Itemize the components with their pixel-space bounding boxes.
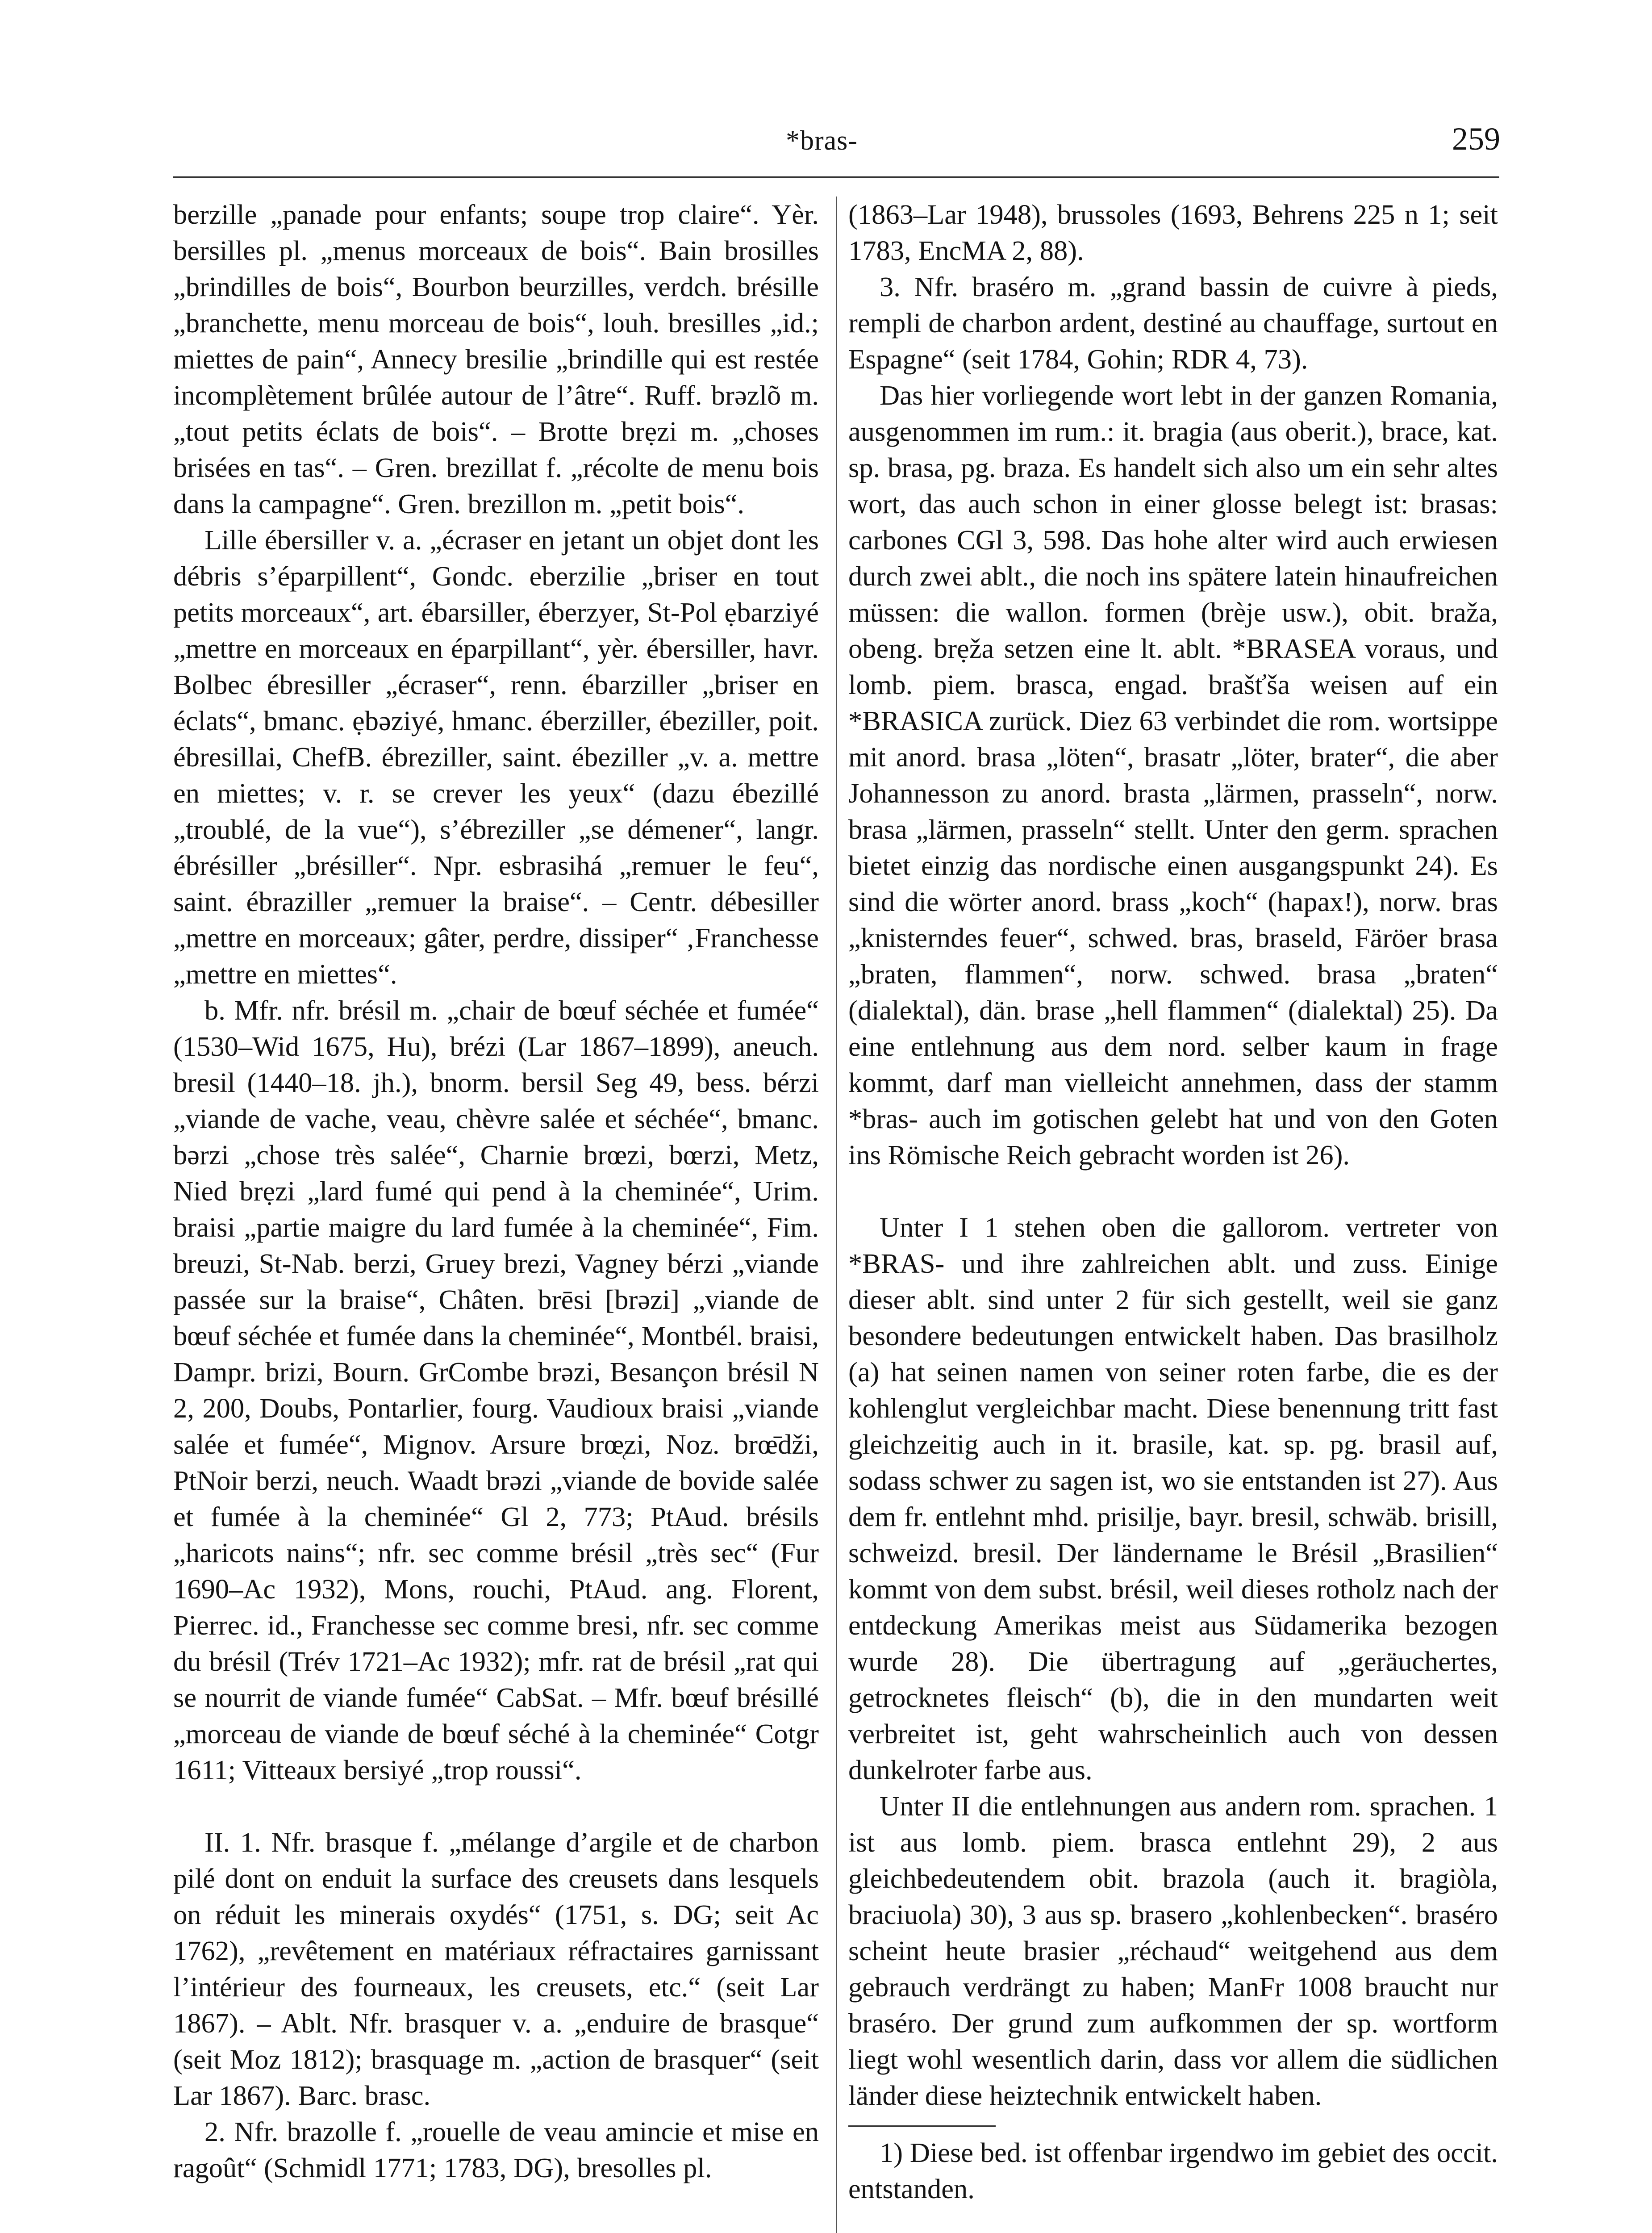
paragraph: berzille „panade pour enfants; soupe trop claire“. Yèr. bersilles pl. „menus morceaux de bois“. Bain brosilles „brindilles de bois“, Bourbon beurzilles, verdch. brésille „branchette, menu morceau de bois“, louh. bresilles „id.; miettes de pain“, Annecy bresilie „brindille qui est restée incomplètement brûlée autour de l’âtre“. Ruff. brəzlõ m. „tout petits éclats de bois“. – Brotte brẹzi m. „choses brisées en tas“. – Gren. brezillat f. „récolte de menu bois dans la campagne“. Gren. brezillon m. „petit bois“.	[173, 199, 819, 519]
paragraph: 3. Nfr. braséro m. „grand bassin de cuivre à pieds, rempli de charbon ardent, destiné au chauffage, surtout en Espagne“ (seit 1784, Gohin; RDR 4, 73).	[848, 271, 1498, 375]
footnote-rule	[848, 2125, 996, 2127]
paragraph: (1863–Lar 1948), brussoles (1693, Behrens 225 n 1; seit 1783, EncMA 2, 88).	[848, 199, 1498, 266]
left-column	[173, 197, 819, 2186]
paragraph: Lille ébersiller v. a. „écraser en jetant un objet dont les débris s’éparpillent“, Gondc. eberzilie „briser en tout petits morceaux“, art. ébarsiller, éberzyer, St-Pol ẹbarziyé „mettre en morceaux en éparpillant“, yèr. ébersiller, havr. Bolbec ébresiller „écraser“, renn. ébarziller „briser en éclats“, bmanc. ẹbəziyé, hmanc. éberziller, ébeziller, poit. ébresillai, ChefB. ébreziller, saint. ébeziller „v. a. mettre en miettes; v. r. se crever les yeux“ (dazu ébezillé „troublé, de la vue“), s’ébreziller „se démener“, langr. ébrésiller „brésiller“. Npr. esbrasihá „remuer le feu“, saint. ébraziller „remuer la braise“. – Centr. débesiller „mettre en morceaux; gâter, perdre, dissiper“ ‚Franchesse „mettre en miettes“.	[173, 524, 819, 990]
paragraph: Unter II die entlehnungen aus andern rom. sprachen. 1 ist aus lomb. piem. brasca entlehnt 29), 2 aus gleichbedeutendem obit. brazola (auch it. bragiòla, braciuola) 30), 3 aus sp. brasero „kohlenbecken“. braséro scheint heute brasier „réchaud“ weitgehend aus dem gebrauch verdrängt zu haben; ManFr 1008 braucht nur braséro. Der grund zum aufkommen der sp. wortform liegt wohl wesentlich darin, dass vor allem die südlichen länder diese heiztechnik entwickelt haben.	[848, 1790, 1498, 2111]
running-header: *bras-	[786, 125, 858, 156]
paragraph: Unter I 1 stehen oben die gallorom. vertreter von *BRAS- und ihre zahlreichen ablt. und zuss. Einige dieser ablt. sind unter 2 für sich gestellt, weil sie ganz besondere bedeutungen entwickelt haben. Das brasilholz (a) hat seinen namen von seiner roten farbe, die es der kohlenglut vergleichbar macht. Diese benennung tritt fast gleichzeitig auch in it. brasile, kat. sp. pg. brasil auf, sodass schwer zu sagen ist, wo sie entstanden ist 27). Aus dem fr. entlehnt mhd. prisilje, bayr. bresil, schwäb. brisill, schweizd. bresil. Der ländername le Brésil „Brasilien“ kommt von dem subst. brésil, weil dieses rotholz nach der entdeckung Amerikas meist aus Südamerika bezogen wurde 28). Die übertragung auf „geräuchertes, getrocknetes fleisch“ (b), die in den mundarten weit verbreitet ist, geht wahrscheinlich auch von dessen dunkelroter farbe aus.	[848, 1212, 1498, 1786]
paragraph: Das hier vorliegende wort lebt in der ganzen Romania, ausgenommen im rum.: it. bragia (aus oberit.), brace, kat. sp. brasa, pg. braza. Es handelt sich also um ein sehr altes wort, das auch schon in einer glosse belegt ist: brasas: carbones CGl 3, 598. Das hohe alter wird auch erwiesen durch zwei ablt., die noch ins spätere latein hinaufreichen müssen: die wallon. formen (brèje usw.), obit. braža, obeng. brẹža setzen eine lt. ablt. *BRASEA voraus, und lomb. piem. brasca, engad. brašťša weisen auf ein *BRASICA zurück. Diez 63 verbindet die rom. wortsippe mit anord. brasa „löten“, brasatr „löter, brater“, die aber Johannesson zu anord. brasta „lärmen, prasseln“, norw. brasa „lärmen, prasseln“ stellt. Unter den germ. sprachen bietet einzig das nordische einen ausgangspunkt 24). Es sind die wörter anord. brass „koch“ (hapax!), norw. bras „knisterndes feuer“, schwed. bras, braseld, Färöer brasa „braten, flammen“, norw. schwed. brasa „braten“ (dialektal), dän. brase „hell flammen“ (dialektal) 25). Da eine entlehnung aus dem nord. selber kaum in frage kommt, darf man vielleicht annehmen, dass der stamm *bras- auch im gotischen gelebt hat und von den Goten ins Römische Reich gebracht worden ist 26).	[848, 380, 1498, 1171]
footnote: 1) Diese bed. ist offenbar irgendwo im gebiet des occit. entstanden.	[848, 2137, 1498, 2204]
paragraph: 2. Nfr. brazolle f. „rouelle de veau amincie et mise en ragoût“ (Schmidl 1771; 1783, DG), bresolles pl.	[173, 2116, 819, 2183]
right-column	[848, 197, 1498, 2207]
paragraph: II. 1. Nfr. brasque f. „mélange d’argile et de charbon pilé dont on enduit la surface des creusets dans lesquels on réduit les minerais oxydés“ (1751, s. DG; seit Ac 1762), „revêtement en matériaux réfractaires garnissant l’intérieur des fourneaux, les creusets, etc.“ (seit Lar 1867). – Ablt. Nfr. brasquer v. a. „enduire de brasque“ (seit Moz 1812); brasquage m. „action de brasquer“ (seit Lar 1867). Barc. brasc.	[173, 1827, 819, 2111]
header-rule	[173, 176, 1499, 178]
column-divider	[836, 197, 837, 2233]
page-number: 259	[1452, 121, 1500, 157]
paragraph: b. Mfr. nfr. brésil m. „chair de bœuf séchée et fumée“ (1530–Wid 1675, Hu), brézi (Lar 1867–1899), aneuch. bresil (1440–18. jh.), bnorm. bersil Seg 49, bess. bérzi „viande de vache, veau, chèvre salée et séchée“, bmanc. bərzi „chose très salée“, Charnie brœzi, bœrzi, Metz, Nied brẹzi „lard fumé qui pend à la cheminée“, Urim. braisi „partie maigre du lard fumée à la cheminée“, Fim. breuzi, St-Nab. berzi, Gruey brezi, Vagney bérzi „viande passée sur la braise“, Châten. brēsi [brəzi] „viande de bœuf séchée et fumée dans la cheminée“, Montbél. braisi, Dampr. brizi, Bourn. GrCombe brəzi, Besançon brésil N 2, 200, Doubs, Pontarlier, fourg. Vaudioux braisi „viande salée et fumée“, Mignov. Arsure brœ̜zi, Noz. brœ̄dži, PtNoir berzi, neuch. Waadt brəzi „viande de bovide salée et fumée à la cheminée“ Gl 2, 773; PtAud. brésils „haricots nains“; nfr. sec comme brésil „très sec“ (Fur 1690–Ac 1932), Mons, rouchi, PtAud. ang. Florent, Pierrec. id., Franchesse sec comme bresi, nfr. sec comme du brésil (Trév 1721–Ac 1932); mfr. rat de brésil „rat qui se nourrit de viande fumée“ CabSat. – Mfr. bœuf brésillé „morceau de viande de bœuf séché à la cheminée“ Cotgr 1611; Vitteaux bersiyé „trop roussi“.	[173, 995, 819, 1786]
